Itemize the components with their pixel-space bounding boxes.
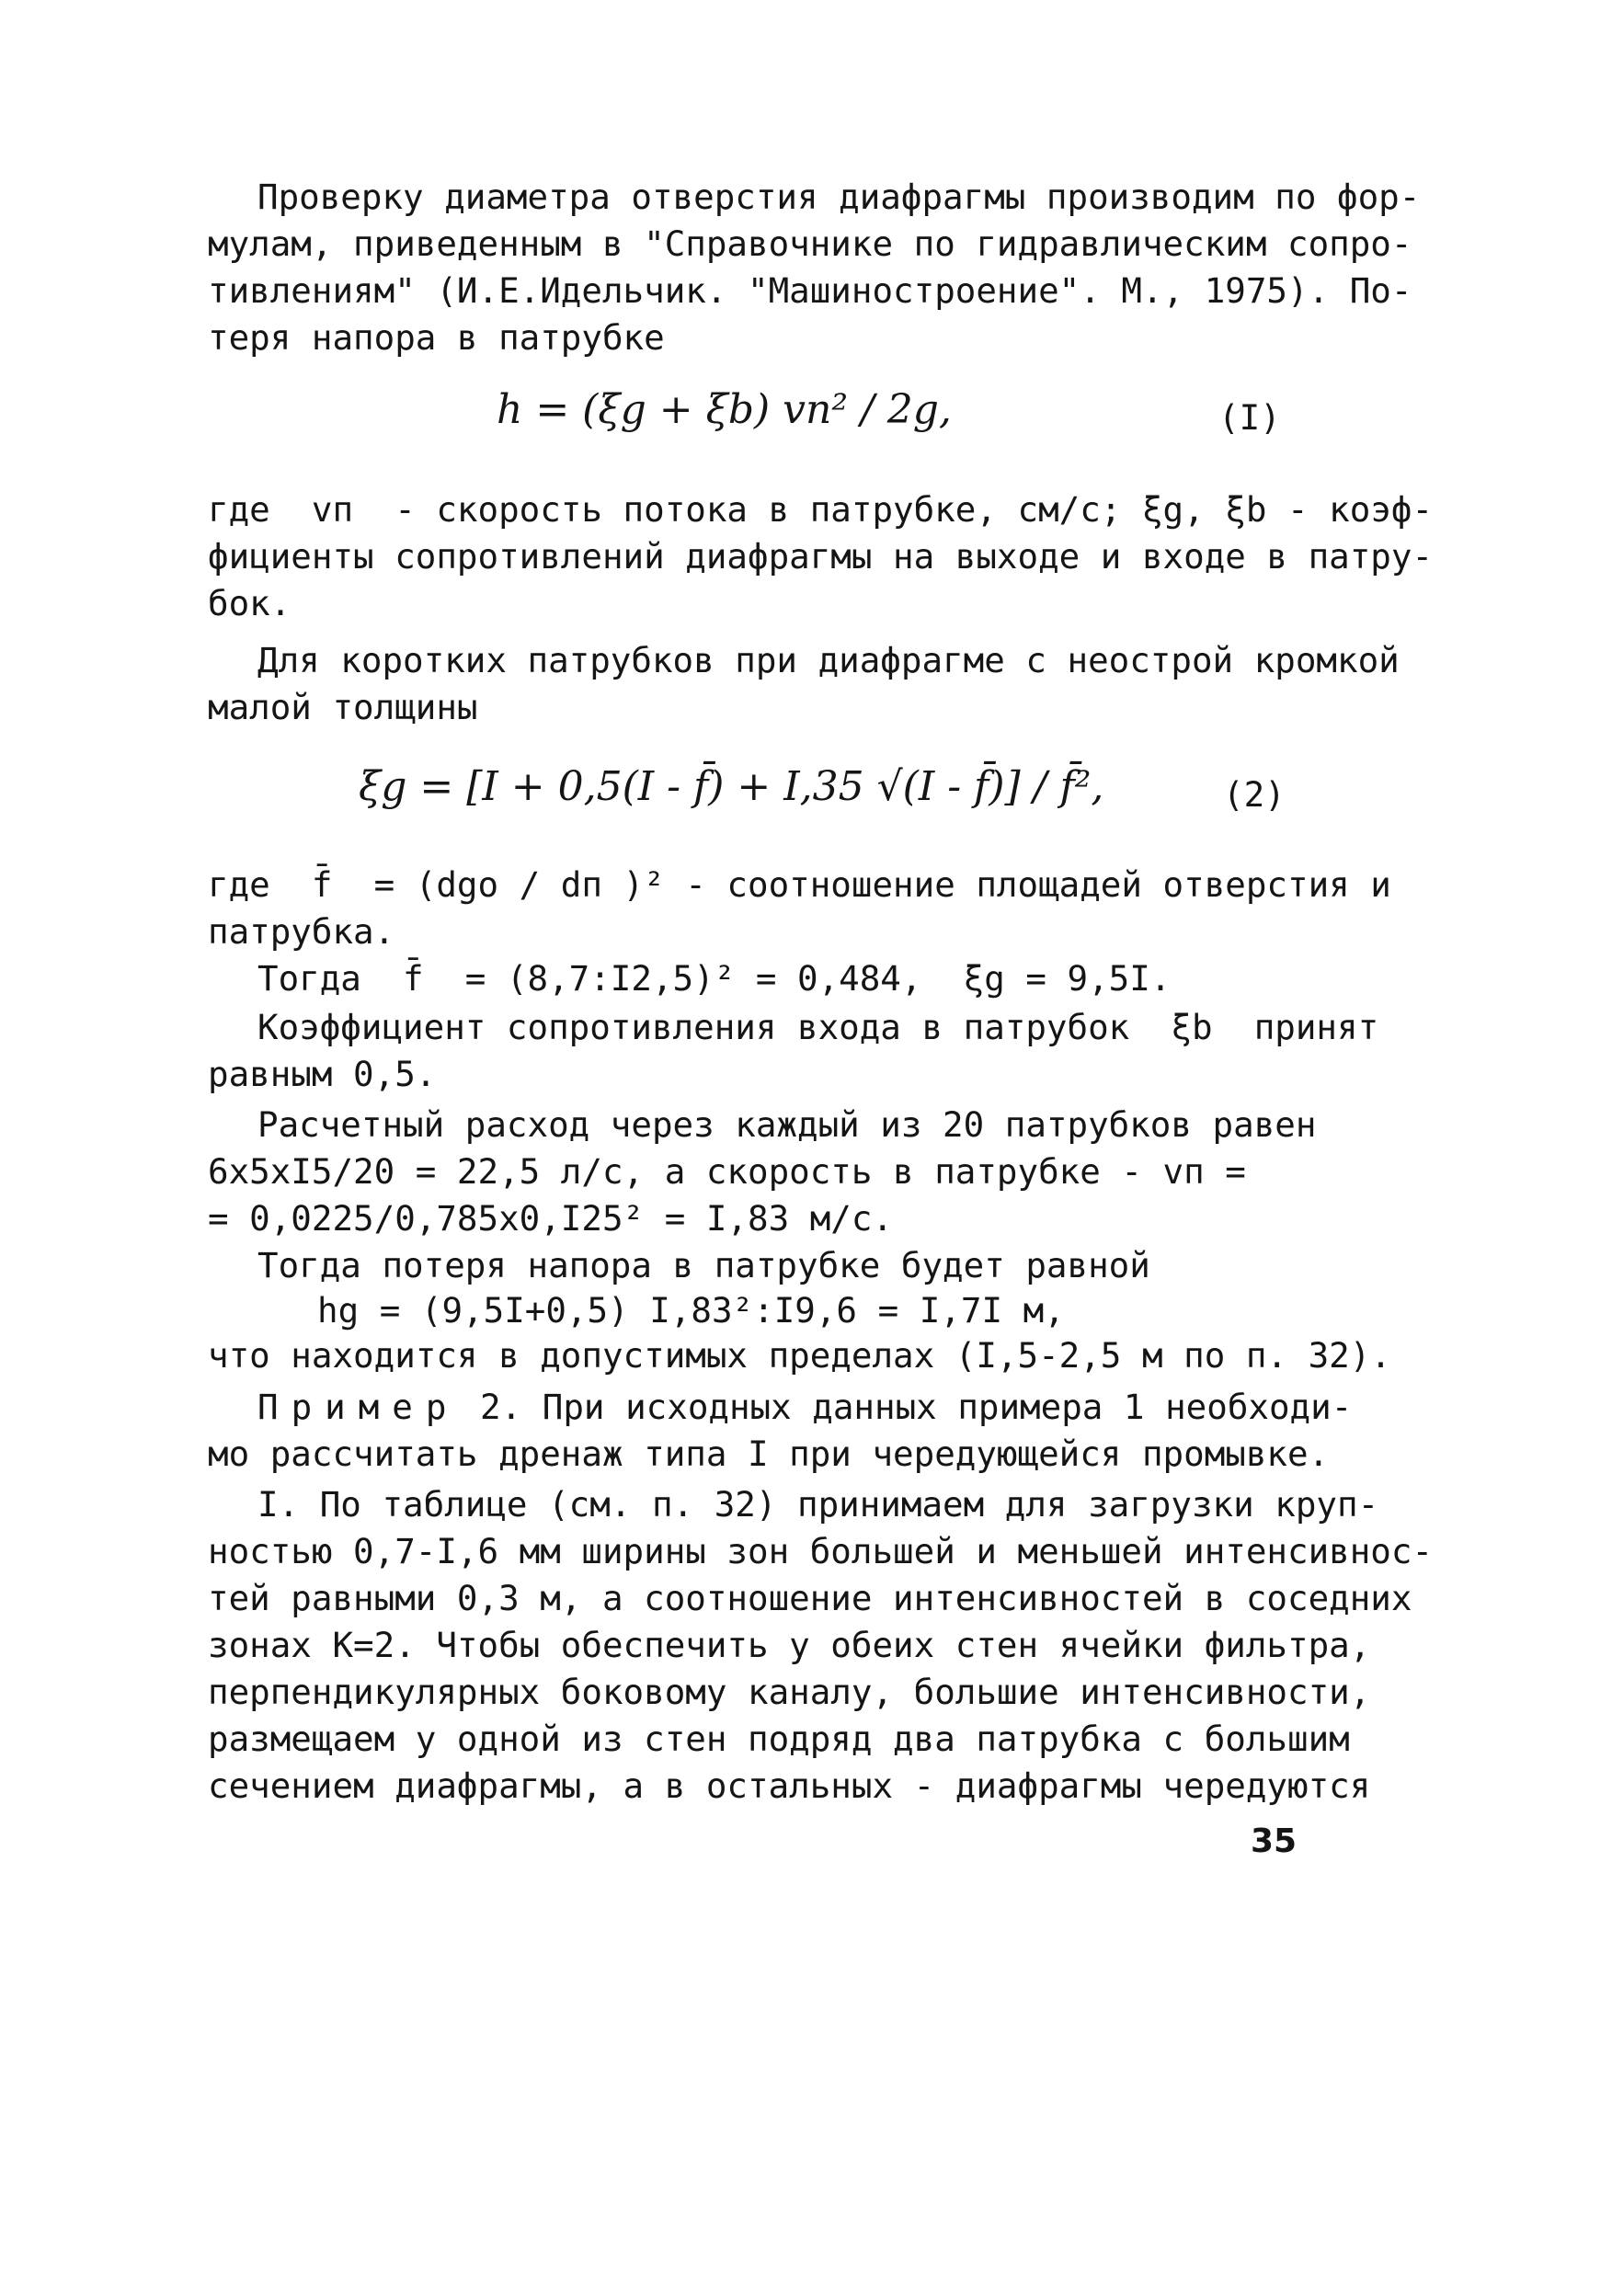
text-line: = 0,0225/0,785х0,I25² = I,83 м/с. xyxy=(208,1198,894,1239)
text-line: малой толщины xyxy=(208,687,478,727)
text-line: тей равными 0,3 м, а соотношение интенсивностей в соседних xyxy=(208,1578,1412,1618)
text-line: где f̄ = (dgо / dп )² - соотношение площадей отверстия и xyxy=(208,864,1391,905)
text-line: равным 0,5. xyxy=(208,1054,437,1094)
text-line: бок. xyxy=(208,583,292,623)
text-line: Тогда f̄ = (8,7:I2,5)² = 0,484, ξg = 9,5I. xyxy=(257,958,1172,999)
text-line: перпендикулярных боковому каналу, большие интенсивности, xyxy=(208,1672,1371,1712)
text-line: патрубка. xyxy=(208,911,395,952)
equation-number-2: (2) xyxy=(1223,774,1286,815)
text-line: мулам, приведенным в "Справочнике по гидравлическим сопро- xyxy=(208,223,1412,264)
example-line xyxy=(257,1385,1352,1429)
text-line: Коэффициент сопротивления входа в патрубок ξb принят xyxy=(257,1007,1379,1047)
text-line: что находится в допустимых пределах (I,5-2,5 м по п. 32). xyxy=(208,1335,1391,1376)
formula-line: hg = (9,5I+0,5) I,83²:I9,6 = I,7I м, xyxy=(317,1290,1065,1331)
example-text: 2. При исходных данных примера 1 необходи- xyxy=(480,1387,1353,1427)
text-line: Тогда потеря напора в патрубке будет равной xyxy=(257,1245,1150,1285)
text-line: зонах K=2. Чтобы обеспечить у обеих стен ячейки фильтра, xyxy=(208,1625,1371,1665)
text-line: сечением диафрагмы, а в остальных - диафрагмы чередуются xyxy=(208,1765,1371,1806)
text-line: 6х5хI5/20 = 22,5 л/с, а скорость в патрубке - vп = xyxy=(208,1151,1246,1192)
text-line: где vп - скорость потока в патрубке, см/с; ξg, ξb - коэф- xyxy=(208,489,1434,530)
example-label: Пример xyxy=(257,1387,460,1427)
text-line: тивлениям" (И.Е.Идельчик. "Машиностроение". М., 1975). По- xyxy=(208,270,1412,311)
text-line: Для коротких патрубков при диафрагме с неострой кромкой xyxy=(257,640,1400,680)
text-line: мо рассчитать дренаж типа I при чередующейся промывке. xyxy=(208,1434,1330,1474)
text-line: Расчетный расход через каждый из 20 патрубков равен xyxy=(257,1104,1317,1145)
text-line: Проверку диаметра отверстия диафрагмы производим по фор- xyxy=(257,177,1421,217)
text-line: фициенты сопротивлений диафрагмы на выходе и входе в патру- xyxy=(208,536,1434,577)
text-line: теря напора в патрубке xyxy=(208,317,665,358)
page-number: 35 xyxy=(1251,1822,1298,1860)
equation-number-1: (I) xyxy=(1218,397,1281,438)
text-line: ностью 0,7-I,6 мм ширины зон большей и меньшей интенсивнос- xyxy=(208,1531,1434,1571)
formula-2: ξg = [I + 0,5(I - f̄) + I,35 √(I - f̄)] / f̄², xyxy=(359,763,1104,810)
formula-1: h = (ξg + ξb) vп² / 2g, xyxy=(497,386,952,433)
text-line: размещаем у одной из стен подряд два патрубка с большим xyxy=(208,1719,1350,1759)
text-line: I. По таблице (см. п. 32) принимаем для загрузки круп- xyxy=(257,1484,1379,1525)
